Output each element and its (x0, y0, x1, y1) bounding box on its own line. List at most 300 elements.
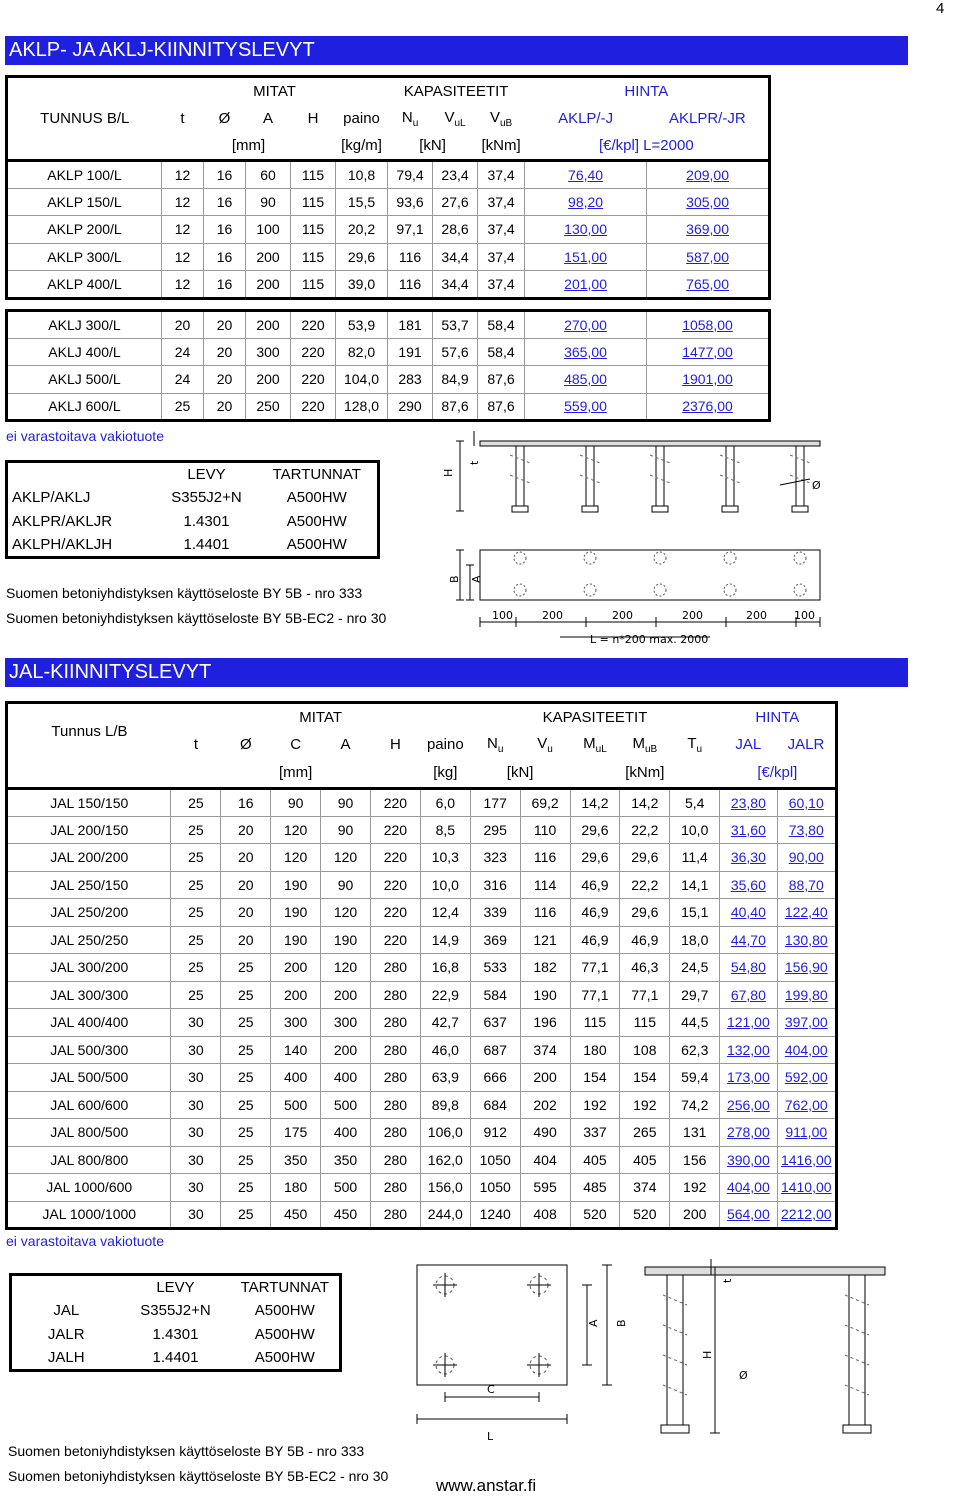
value-cell: 190 (520, 981, 570, 1009)
materials-cell: 1.4401 (183, 536, 230, 554)
value-cell: 90 (271, 789, 321, 817)
price-cell[interactable]: 35,60 (720, 871, 777, 899)
value-cell: 200 (670, 1201, 720, 1229)
value-cell: 110 (520, 816, 570, 844)
mul-main-jal: M (583, 734, 596, 752)
price-cell[interactable]: 173,00 (720, 1064, 777, 1092)
price-cell[interactable]: 121,00 (720, 1009, 777, 1037)
row-label: JAL 400/400 (7, 1009, 171, 1037)
value-cell: 16 (204, 271, 246, 299)
price-cell[interactable]: 278,00 (720, 1119, 777, 1147)
value-cell: 30 (171, 1174, 221, 1202)
value-cell: 192 (570, 1091, 620, 1119)
value-cell: 115 (291, 161, 336, 189)
row-label: JAL 200/200 (7, 844, 171, 872)
value-cell: 280 (370, 1064, 420, 1092)
price-cell[interactable]: 1058,00 (647, 311, 770, 339)
value-cell: 1050 (470, 1174, 520, 1202)
value-cell: 108 (620, 1036, 670, 1064)
value-cell: 57,6 (433, 338, 478, 366)
value-cell: 24,5 (670, 954, 720, 982)
value-cell: 191 (388, 338, 433, 366)
value-cell: 220 (291, 338, 336, 366)
row-label: JAL 150/150 (7, 789, 171, 817)
value-cell: 1240 (470, 1201, 520, 1229)
col-mub-jal (620, 731, 670, 759)
value-cell: 34,4 (433, 243, 478, 271)
price-cell[interactable]: 44,70 (720, 926, 777, 954)
value-cell: 337 (570, 1119, 620, 1147)
table-row (7, 789, 837, 817)
value-cell: 46,9 (570, 899, 620, 927)
value-cell: 23,4 (433, 161, 478, 189)
price-cell[interactable]: 564,00 (720, 1201, 777, 1229)
price-cell[interactable]: 1477,00 (647, 338, 770, 366)
table-row (7, 311, 770, 339)
value-cell: 339 (470, 899, 520, 927)
value-cell: 181 (388, 311, 433, 339)
col-tunnus-jal: Tunnus L/B (51, 722, 128, 740)
value-cell: 25 (171, 871, 221, 899)
table-row (7, 271, 770, 299)
price-cell[interactable]: 31,60 (720, 816, 777, 844)
value-cell: 490 (520, 1119, 570, 1147)
vu-main-jal: V (537, 734, 548, 752)
col-price-aklp: AKLP/-J (558, 110, 614, 127)
value-cell: 369 (470, 926, 520, 954)
value-cell: 374 (520, 1036, 570, 1064)
price-cell[interactable]: 390,00 (720, 1146, 777, 1174)
unit-knm-jal: [kNm] (625, 764, 665, 782)
value-cell: 115 (291, 243, 336, 271)
value-cell: 666 (470, 1064, 520, 1092)
value-cell: 87,6 (478, 393, 525, 421)
value-cell: 14,9 (420, 926, 470, 954)
materials-cell: A500HW (286, 536, 347, 554)
value-cell: 200 (321, 1036, 371, 1064)
tu-sub-jal: u (696, 743, 703, 755)
value-cell: 25 (171, 899, 221, 927)
value-cell: 116 (520, 844, 570, 872)
dim-seg-3: 200 (612, 609, 633, 622)
col-diameter: Ø (218, 110, 231, 127)
price-cell[interactable]: 485,00 (525, 366, 647, 394)
col-t: t (180, 110, 185, 127)
row-label: JAL 250/150 (7, 871, 171, 899)
value-cell: 220 (291, 393, 336, 421)
price-cell[interactable]: 270,00 (525, 311, 647, 339)
price-cell[interactable]: 369,00 (647, 216, 770, 244)
value-cell: 12 (162, 188, 204, 216)
price-cell[interactable]: 911,00 (777, 1119, 837, 1147)
value-cell: 520 (620, 1201, 670, 1229)
table-row (7, 366, 770, 394)
value-cell: 82,0 (336, 338, 388, 366)
price-cell[interactable]: 122,40 (777, 899, 837, 927)
col-vu-jal (520, 731, 570, 759)
value-cell: 200 (271, 981, 321, 1009)
value-cell: 114 (520, 871, 570, 899)
value-cell: 687 (470, 1036, 520, 1064)
value-cell: 22,2 (620, 816, 670, 844)
value-cell: 10,0 (670, 816, 720, 844)
price-cell[interactable]: 559,00 (525, 393, 647, 421)
price-cell[interactable]: 90,00 (777, 844, 837, 872)
value-cell: 196 (520, 1009, 570, 1037)
group-mitat: MITAT (253, 82, 296, 100)
materials-cell: JALH (47, 1349, 85, 1367)
unit-price: [€/kpl] L=2000 (599, 137, 694, 155)
value-cell: 265 (620, 1119, 670, 1147)
price-cell[interactable]: 209,00 (647, 161, 770, 189)
value-cell: 74,2 (670, 1091, 720, 1119)
value-cell: 637 (470, 1009, 520, 1037)
value-cell: 100 (246, 216, 291, 244)
price-cell[interactable]: 40,40 (720, 899, 777, 927)
price-cell[interactable]: 130,80 (777, 926, 837, 954)
price-cell[interactable]: 765,00 (686, 275, 729, 292)
price-cell[interactable]: 151,00 (525, 243, 647, 271)
price-cell[interactable]: 587,00 (647, 243, 770, 271)
value-cell: 16 (204, 216, 246, 244)
value-cell: 25 (221, 1064, 271, 1092)
nu-sub-jal: u (497, 743, 504, 755)
materials-table-1 (5, 460, 380, 559)
table-row (7, 1064, 837, 1092)
materials-cell: 1.4301 (183, 513, 230, 530)
materials-table-2 (9, 1273, 342, 1372)
col-mul-jal (570, 731, 620, 759)
table-row (7, 899, 837, 927)
unit-mm: [mm] (231, 137, 266, 155)
materials-cell: A500HW (254, 1302, 315, 1319)
group-kapasiteetit: KAPASITEETIT (403, 82, 509, 100)
value-cell: 128,0 (336, 393, 388, 421)
value-cell: 584 (470, 981, 520, 1009)
value-cell: 22,9 (420, 981, 470, 1009)
value-cell: 200 (321, 981, 371, 1009)
value-cell: 220 (370, 871, 420, 899)
value-cell: 25 (221, 1036, 271, 1064)
col-paino-jal: paino (426, 736, 464, 753)
price-cell[interactable]: 60,10 (777, 789, 837, 817)
value-cell: 25 (162, 393, 204, 421)
value-cell: 25 (221, 1201, 271, 1229)
price-cell[interactable]: 305,00 (647, 188, 770, 216)
value-cell: 190 (321, 926, 371, 954)
value-cell: 12 (162, 161, 204, 189)
dim-seg-1: 100 (492, 609, 513, 622)
value-cell: 12 (162, 243, 204, 271)
price-cell[interactable]: 201,00 (525, 271, 647, 299)
value-cell: 190 (271, 899, 321, 927)
value-cell: 300 (246, 338, 291, 366)
value-cell: 220 (291, 366, 336, 394)
materials-row (11, 1323, 341, 1347)
aklp-table (5, 75, 771, 300)
dim-t-label: t (468, 460, 481, 465)
price-cell[interactable]: 67,80 (720, 981, 777, 1009)
value-cell: 280 (370, 1146, 420, 1174)
value-cell: 53,7 (433, 311, 478, 339)
value-cell: 20 (204, 311, 246, 339)
unit-mm-jal: [mm] (279, 764, 313, 782)
jal-dim-t: t (721, 1278, 734, 1283)
value-cell: 120 (321, 844, 371, 872)
value-cell: 20 (204, 366, 246, 394)
vul-main: V (444, 108, 455, 126)
value-cell: 190 (271, 871, 321, 899)
value-cell: 27,6 (433, 188, 478, 216)
value-cell: 37,4 (478, 243, 525, 271)
materials-cell: A500HW (254, 1349, 315, 1367)
price-cell[interactable]: 397,00 (777, 1009, 837, 1037)
value-cell: 10,8 (336, 161, 388, 189)
value-cell: 87,6 (433, 393, 478, 421)
value-cell: 29,6 (570, 844, 620, 872)
value-cell: 408 (520, 1201, 570, 1229)
value-cell: 200 (246, 366, 291, 394)
materials-row (7, 510, 379, 534)
price-cell[interactable]: 54,80 (720, 954, 777, 982)
col-t-jal: t (193, 736, 198, 753)
value-cell: 115 (570, 1009, 620, 1037)
row-label: JAL 300/300 (7, 981, 171, 1009)
value-cell: 684 (470, 1091, 520, 1119)
value-cell: 200 (246, 311, 291, 339)
value-cell: 46,9 (620, 926, 670, 954)
col-a: A (262, 110, 273, 127)
materials-header-cell (11, 1275, 121, 1299)
value-cell: 106,0 (420, 1119, 470, 1147)
value-cell: 25 (171, 954, 221, 982)
value-cell: 177 (470, 789, 520, 817)
price-cell[interactable]: 98,20 (525, 188, 647, 216)
table-row (7, 1174, 837, 1202)
value-cell: 12 (162, 216, 204, 244)
value-cell: 16 (204, 161, 246, 189)
row-label: AKLJ 500/L (7, 366, 162, 394)
jal-drawing (415, 1255, 915, 1455)
value-cell: 116 (388, 243, 433, 271)
price-cell[interactable]: 88,70 (777, 871, 837, 899)
row-label: JAL 600/600 (7, 1091, 171, 1119)
value-cell: 25 (171, 789, 221, 817)
table-row (7, 393, 770, 421)
value-cell: 316 (470, 871, 520, 899)
jal-dim-diameter: Ø (739, 1369, 748, 1382)
value-cell: 533 (470, 954, 520, 982)
dim-b-label: B (448, 575, 461, 583)
materials-row (11, 1299, 341, 1323)
value-cell: 115 (291, 216, 336, 244)
value-cell: 14,1 (670, 871, 720, 899)
value-cell: 30 (171, 1146, 221, 1174)
value-cell: 280 (370, 1091, 420, 1119)
value-cell: 77,1 (620, 981, 670, 1009)
price-cell[interactable]: 404,00 (777, 1036, 837, 1064)
section-title-jal: JAL-KIINNITYSLEVYT (5, 658, 908, 687)
row-label: JAL 250/250 (7, 926, 171, 954)
value-cell: 500 (321, 1091, 371, 1119)
price-cell[interactable]: 1410,00 (777, 1174, 837, 1202)
mul-sub-jal: uL (595, 743, 607, 755)
col-vub (478, 105, 525, 133)
anchor-bars (512, 446, 808, 512)
value-cell: 93,6 (388, 188, 433, 216)
unit-kn: [kN] (419, 137, 446, 155)
value-cell: 280 (370, 1036, 420, 1064)
materials-header (11, 1275, 341, 1299)
tu-main-jal: T (687, 734, 697, 752)
value-cell: 16 (204, 188, 246, 216)
section-title-aklp: AKLP- JA AKLJ-KIINNITYSLEVYT (5, 36, 908, 65)
value-cell: 30 (171, 1091, 221, 1119)
mub-sub-jal: uB (644, 743, 658, 755)
value-cell: 46,0 (420, 1036, 470, 1064)
vub-main: V (489, 108, 500, 126)
col-price-jal: JAL (735, 736, 762, 753)
price-cell[interactable]: 1416,00 (777, 1146, 837, 1174)
value-cell: 44,5 (670, 1009, 720, 1037)
value-cell: 116 (520, 899, 570, 927)
value-cell: 24 (162, 338, 204, 366)
value-cell: 8,5 (420, 816, 470, 844)
dim-seg-2: 200 (542, 609, 563, 622)
price-cell[interactable]: 365,00 (525, 338, 647, 366)
value-cell: 29,6 (620, 899, 670, 927)
col-price-aklpr: AKLPR/-JR (668, 110, 746, 127)
value-cell: 20 (162, 311, 204, 339)
materials-header-cell (7, 462, 157, 486)
price-cell[interactable]: 76,40 (525, 161, 647, 189)
materials-cell: AKLPR/AKLJR (12, 513, 113, 530)
row-label: AKLP 300/L (7, 243, 162, 271)
value-cell: 18,0 (670, 926, 720, 954)
table-row (7, 1201, 837, 1229)
value-cell: 400 (321, 1064, 371, 1092)
price-cell[interactable]: 156,90 (777, 954, 837, 982)
row-label: JAL 800/800 (7, 1146, 171, 1174)
value-cell: 280 (370, 981, 420, 1009)
value-cell: 500 (271, 1091, 321, 1119)
col-h: H (307, 110, 319, 127)
value-cell: 180 (570, 1036, 620, 1064)
materials-header-cell: LEVY (156, 1278, 195, 1296)
unit-kg-jal: [kg] (433, 764, 458, 782)
value-cell: 25 (221, 1174, 271, 1202)
table-row (7, 1036, 837, 1064)
price-cell[interactable]: 36,30 (720, 844, 777, 872)
aklj-table (5, 309, 771, 422)
price-cell[interactable]: 404,00 (720, 1174, 777, 1202)
materials-cell: 1.4401 (152, 1349, 199, 1367)
value-cell: 29,6 (570, 816, 620, 844)
value-cell: 485 (570, 1174, 620, 1202)
price-cell[interactable]: 199,80 (777, 981, 837, 1009)
value-cell: 300 (321, 1009, 371, 1037)
row-label: AKLP 150/L (7, 188, 162, 216)
mub-main-jal: M (632, 734, 645, 752)
row-label: JAL 500/300 (7, 1036, 171, 1064)
value-cell: 280 (370, 1174, 420, 1202)
row-label: AKLJ 600/L (7, 393, 162, 421)
materials-row (11, 1347, 341, 1371)
price-cell[interactable]: 2212,00 (780, 1206, 832, 1223)
materials-cell: 1.4301 (152, 1326, 199, 1343)
value-cell: 154 (570, 1064, 620, 1092)
value-cell: 20 (221, 816, 271, 844)
col-tunnus: TUNNUS B/L (40, 110, 130, 127)
price-cell[interactable]: 132,00 (720, 1036, 777, 1064)
value-cell: 30 (171, 1119, 221, 1147)
value-cell: 520 (570, 1201, 620, 1229)
table-row (7, 926, 837, 954)
value-cell: 16,8 (420, 954, 470, 982)
value-cell: 77,1 (570, 981, 620, 1009)
unit-knm: [kNm] (481, 137, 521, 155)
price-cell[interactable]: 592,00 (777, 1064, 837, 1092)
dim-diameter-label: Ø (812, 479, 821, 492)
value-cell: 30 (171, 1064, 221, 1092)
price-cell[interactable]: 130,00 (525, 216, 647, 244)
value-cell: 10,0 (420, 871, 470, 899)
dim-seg-6: 100 (794, 609, 815, 622)
value-cell: 450 (271, 1201, 321, 1229)
price-cell[interactable]: 23,80 (720, 789, 777, 817)
value-cell: 200 (271, 954, 321, 982)
row-label: AKLP 400/L (7, 271, 162, 299)
value-cell: 20 (221, 899, 271, 927)
value-cell: 25 (221, 1146, 271, 1174)
materials-cell: A500HW (286, 513, 347, 530)
value-cell: 220 (291, 311, 336, 339)
value-cell: 25 (221, 981, 271, 1009)
price-cell[interactable]: 1901,00 (647, 366, 770, 394)
value-cell: 16 (204, 243, 246, 271)
value-cell: 192 (670, 1174, 720, 1202)
price-cell[interactable]: 762,00 (777, 1091, 837, 1119)
value-cell: 283 (388, 366, 433, 394)
row-label: JAL 250/200 (7, 899, 171, 927)
price-cell[interactable]: 256,00 (720, 1091, 777, 1119)
dim-formula: L = n*200 max. 2000 (590, 633, 709, 646)
value-cell: 25 (221, 954, 271, 982)
materials-cell: S355J2+N (140, 1302, 211, 1319)
value-cell: 220 (370, 899, 420, 927)
value-cell: 22,2 (620, 871, 670, 899)
website-link[interactable]: www.anstar.fi (436, 1476, 537, 1495)
cert-line-2a: Suomen betoniyhdistyksen käyttöseloste BY 5B - nro 333 (8, 1443, 365, 1459)
value-cell: 280 (370, 1119, 420, 1147)
value-cell: 374 (620, 1174, 670, 1202)
value-cell: 280 (370, 1009, 420, 1037)
materials-header-cell: LEVY (187, 465, 226, 483)
col-nu (388, 105, 433, 133)
value-cell: 29,7 (670, 981, 720, 1009)
value-cell: 295 (470, 816, 520, 844)
value-cell: 404 (520, 1146, 570, 1174)
price-cell[interactable]: 73,80 (777, 816, 837, 844)
value-cell: 220 (370, 926, 420, 954)
materials-cell: JALR (47, 1326, 85, 1343)
cert-line-2b: Suomen betoniyhdistyksen käyttöseloste BY 5B-EC2 - nro 30 (8, 1468, 389, 1484)
table-row (7, 871, 837, 899)
row-label: AKLP 200/L (7, 216, 162, 244)
value-cell: 79,4 (388, 161, 433, 189)
price-cell[interactable]: 2376,00 (682, 398, 733, 415)
table-row (7, 216, 770, 244)
